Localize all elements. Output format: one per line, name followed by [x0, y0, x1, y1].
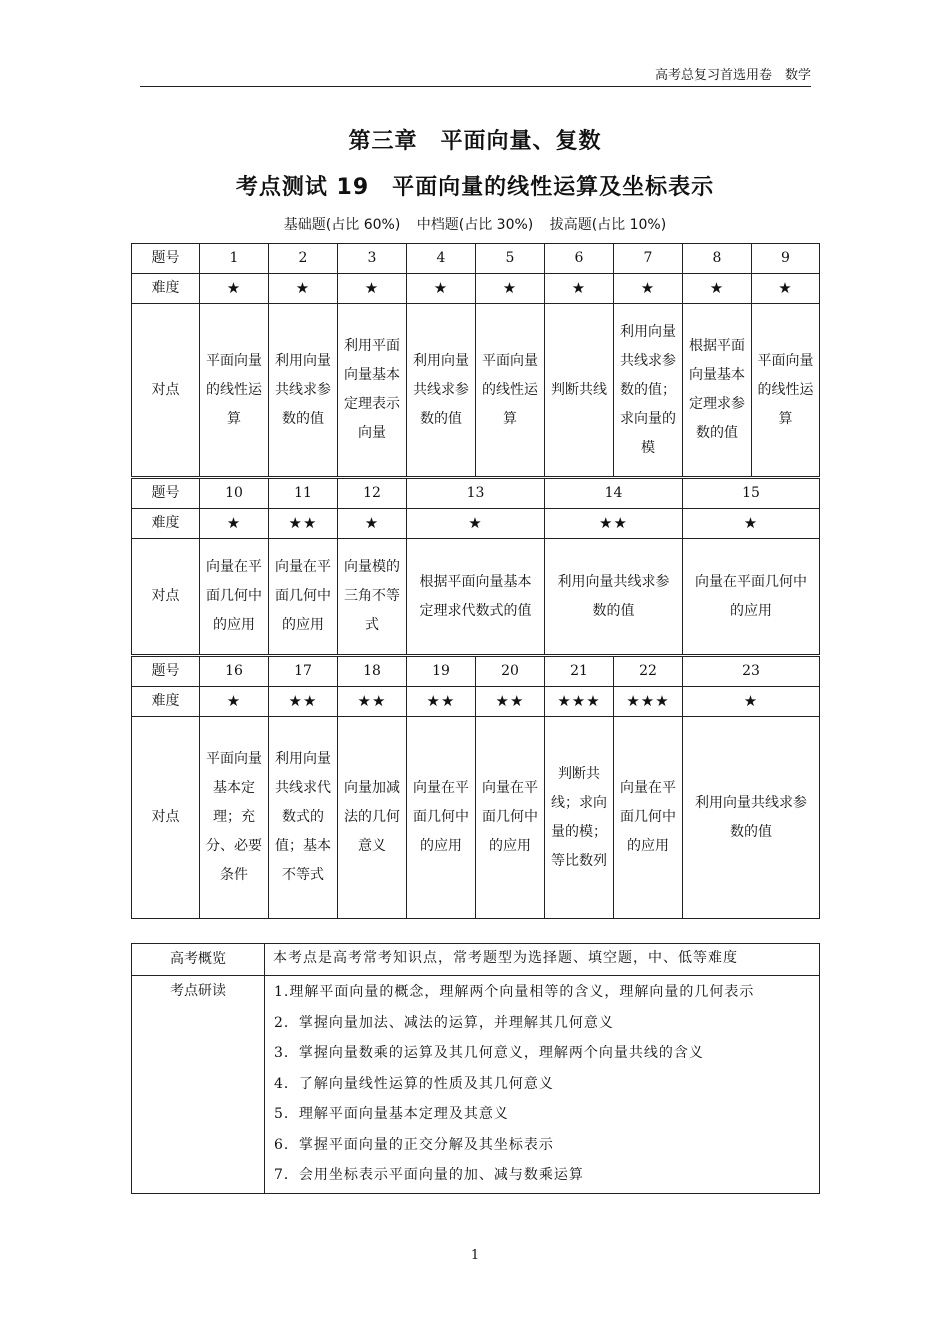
num-label: 题号: [132, 244, 200, 274]
difficulty-stars: ★: [269, 274, 338, 304]
difficulty-stars: ★★: [407, 687, 476, 717]
knowledge-point: 利用向量共线求代数式的值；基本不等式: [269, 717, 338, 919]
objective-item: 6．掌握平面向量的正交分解及其坐标表示: [274, 1136, 554, 1153]
difficulty-stars: ★: [407, 509, 545, 539]
diff-row-1: [132, 274, 820, 304]
difficulty-stars: ★: [338, 509, 407, 539]
q-num: 19: [407, 656, 476, 687]
knowledge-point: 利用向量共线求参数的值: [683, 717, 820, 919]
q-num: 2: [269, 244, 338, 274]
knowledge-point: 平面向量的线性运算: [200, 304, 269, 478]
objectives-list: [266, 977, 818, 1191]
num-row-1: [132, 244, 820, 274]
q-num: 11: [269, 478, 338, 509]
knowledge-point: 判断共线；求向量的模；等比数列: [545, 717, 614, 919]
q-num: 13: [407, 478, 545, 509]
point-label: 对点: [132, 717, 200, 919]
objective-item: 1.理解平面向量的概念，理解两个向量相等的含义，理解向量的几何表示: [274, 984, 755, 1000]
difficulty-stars: ★: [338, 274, 407, 304]
knowledge-point: 向量在平面几何中的应用: [614, 717, 683, 919]
difficulty-stars: ★: [683, 687, 820, 717]
q-num: 22: [614, 656, 683, 687]
q-num: 4: [407, 244, 476, 274]
difficulty-stars: ★: [545, 274, 614, 304]
difficulty-stars: ★★: [476, 687, 545, 717]
chapter-title: 第三章 平面向量、复数: [348, 129, 602, 154]
q-num: 1: [200, 244, 269, 274]
knowledge-point: 向量加减法的几何意义: [338, 717, 407, 919]
difficulty-stars: ★: [407, 274, 476, 304]
ratio-hard: 拔高题(占比 10%): [549, 217, 667, 233]
ratio-basic: 基础题(占比 60%): [283, 217, 401, 233]
page-number: 1: [470, 1248, 480, 1263]
question-table: [131, 243, 820, 919]
diff-row-2: [132, 509, 820, 539]
knowledge-point: 平面向量的线性运算: [476, 304, 545, 478]
q-num: 18: [338, 656, 407, 687]
running-header: 高考总复习首选用卷 数学: [140, 66, 811, 87]
q-num: 12: [338, 478, 407, 509]
overview-row: [132, 944, 820, 976]
knowledge-point: 利用向量共线求参数的值；求向量的模: [614, 304, 683, 478]
knowledge-point: 向量在平面几何中的应用: [476, 717, 545, 919]
difficulty-stars: ★: [476, 274, 545, 304]
objective-item: 2．掌握向量加法、减法的运算，并理解其几何意义: [274, 1014, 614, 1031]
diff-label: 难度: [132, 687, 200, 717]
exam-info-table: [131, 943, 820, 1194]
difficulty-stars: ★★★: [614, 687, 683, 717]
q-num: 6: [545, 244, 614, 274]
objective-item: 7．会用坐标表示平面向量的加、减与数乘运算: [274, 1167, 584, 1183]
knowledge-point: 利用向量共线求参数的值: [269, 304, 338, 478]
q-num: 5: [476, 244, 545, 274]
q-num: 7: [614, 244, 683, 274]
overview-text: 本考点是高考常考知识点，常考题型为选择题、填空题，中、低等难度: [265, 944, 820, 976]
q-num: 20: [476, 656, 545, 687]
point-row-1: [132, 304, 820, 478]
point-row-3: [132, 717, 820, 919]
objectives-row: [132, 976, 820, 1194]
knowledge-point: 判断共线: [545, 304, 614, 478]
difficulty-stars: ★★: [338, 687, 407, 717]
q-num: 23: [683, 656, 820, 687]
ratio-medium: 中档题(占比 30%): [416, 217, 534, 233]
knowledge-point: 根据平面向量基本定理求代数式的值: [407, 539, 545, 656]
difficulty-stars: ★: [683, 509, 820, 539]
test-title: 考点测试 19 平面向量的线性运算及坐标表示: [235, 175, 715, 200]
q-num: 14: [545, 478, 683, 509]
difficulty-stars: ★: [683, 274, 752, 304]
point-label: 对点: [132, 539, 200, 656]
q-num: 16: [200, 656, 269, 687]
knowledge-point: 利用平面向量基本定理表示向量: [338, 304, 407, 478]
q-num: 8: [683, 244, 752, 274]
diff-row-3: [132, 687, 820, 717]
knowledge-point: 平面向量的线性运算: [752, 304, 820, 478]
difficulty-stars: ★: [752, 274, 820, 304]
point-label: 对点: [132, 304, 200, 478]
point-row-2: [132, 539, 820, 656]
num-row-3: [132, 656, 820, 687]
num-label: 题号: [132, 478, 200, 509]
objectives-label: 考点研读: [132, 976, 265, 1194]
knowledge-point: 向量模的三角不等式: [338, 539, 407, 656]
difficulty-stars: ★★: [269, 509, 338, 539]
objective-item: 3．掌握向量数乘的运算及其几何意义，理解两个向量共线的含义: [274, 1045, 704, 1061]
knowledge-point: 利用向量共线求参数的值: [407, 304, 476, 478]
difficulty-stars: ★★: [545, 509, 683, 539]
q-num: 10: [200, 478, 269, 509]
objectives-cell: [265, 976, 820, 1194]
q-num: 15: [683, 478, 820, 509]
difficulty-stars: ★: [614, 274, 683, 304]
knowledge-point: 向量在平面几何中的应用: [200, 539, 269, 656]
num-label: 题号: [132, 656, 200, 687]
difficulty-stars: ★★: [269, 687, 338, 717]
objective-item: 4．了解向量线性运算的性质及其几何意义: [274, 1075, 554, 1092]
diff-label: 难度: [132, 274, 200, 304]
difficulty-stars: ★: [200, 274, 269, 304]
knowledge-point: 向量在平面几何中的应用: [407, 717, 476, 919]
knowledge-point: 向量在平面几何中的应用: [269, 539, 338, 656]
knowledge-point: 平面向量基本定理；充分、必要条件: [200, 717, 269, 919]
num-row-2: [132, 478, 820, 509]
q-num: 3: [338, 244, 407, 274]
knowledge-point: 向量在平面几何中的应用: [683, 539, 820, 656]
knowledge-point: 利用向量共线求参数的值: [545, 539, 683, 656]
difficulty-stars: ★★★: [545, 687, 614, 717]
difficulty-stars: ★: [200, 687, 269, 717]
knowledge-point: 根据平面向量基本定理求参数的值: [683, 304, 752, 478]
q-num: 17: [269, 656, 338, 687]
q-num: 21: [545, 656, 614, 687]
diff-label: 难度: [132, 509, 200, 539]
difficulty-ratios: [0, 214, 950, 234]
objective-item: 5．理解平面向量基本定理及其意义: [274, 1106, 509, 1122]
overview-label: 高考概览: [132, 944, 265, 976]
difficulty-stars: ★: [200, 509, 269, 539]
q-num: 9: [752, 244, 820, 274]
